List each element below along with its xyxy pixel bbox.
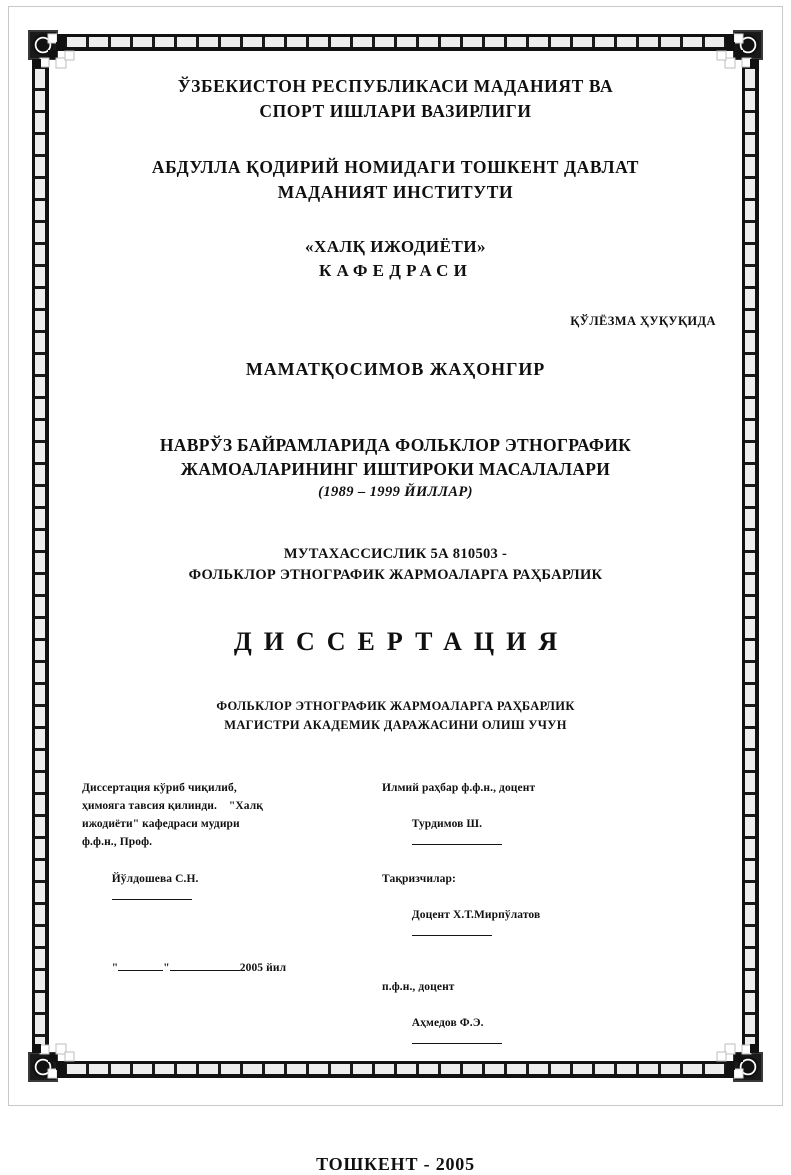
speciality-line-2: ФОЛЬКЛОР ЭТНОГРАФИК ЖАРМОАЛАРГА РАҲБАРЛИК [188, 566, 603, 583]
approval-reviewer-2-signature-line[interactable] [412, 1043, 502, 1044]
city-and-year: ТОШКЕНТ - 2005 [316, 1154, 475, 1175]
date-day-field[interactable] [118, 970, 163, 971]
approval-left-column [60, 779, 370, 1068]
manuscript-rights-note: ҚЎЛЁЗМА ҲУҚУҚИДА [570, 314, 716, 329]
thesis-title-line-1: НАВРЎЗ БАЙРАМЛАРИДА ФОЛЬКЛОР ЭТНОГРАФИК [159, 435, 632, 456]
speciality-line-1: МУТАХАССИСЛИК 5А 810503 - [283, 546, 508, 563]
frame-bar-right [742, 62, 759, 1050]
date-quote-close: " [163, 962, 170, 975]
approval-left-signer [82, 852, 370, 925]
approval-right-line-1: Илмий раҳбар ф.ф.н., доцент [382, 781, 536, 794]
document-type-heading: ДИССЕРТАЦИЯ [233, 627, 570, 657]
thesis-title [60, 434, 731, 482]
ministry-line-1: ЎЗБЕКИСТОН РЕСПУБЛИКАСИ МАДАНИЯТ ВА [177, 76, 614, 96]
approval-reviewer-1-signer [382, 888, 682, 961]
department-word: КАФЕДРАСИ [318, 261, 473, 281]
institute-heading [60, 155, 731, 205]
approval-left-spacer [82, 924, 370, 941]
approval-reviewers-label: Тақризчилар: [382, 872, 456, 885]
thesis-year-range: (1989 – 1999 ЙИЛЛАР) [318, 484, 473, 501]
approval-reviewer-2-title: п.ф.н., доцент [382, 980, 455, 993]
degree-line-2: МАГИСТРИ АКАДЕМИК ДАРАЖАСИНИ ОЛИШ УЧУН [224, 718, 567, 733]
approval-left-line-3: ижодиёти" кафедраси мудири [82, 818, 240, 831]
approval-left-line-2: ҳимояга тавсия қилинди. "Халқ [82, 800, 263, 813]
approval-reviewer-2-name: Аҳмедов Ф.Э. [411, 1016, 484, 1029]
institute-line-1: АБДУЛЛА ҚОДИРИЙ НОМИДАГИ ТОШКЕНТ ДАВЛАТ [151, 156, 640, 177]
institute-line-2: МАДАНИЯТ ИНСТИТУТИ [277, 181, 514, 202]
date-year-label: 2005 йил [239, 962, 287, 975]
frame-bar-left [32, 62, 49, 1050]
title-page-content [60, 60, 731, 1175]
degree-statement [60, 697, 731, 735]
department-name: «ХАЛҚ ИЖОДИЁТИ» [304, 237, 487, 257]
approval-left-line-1: Диссертация кўриб чиқилиб, [82, 781, 237, 794]
thesis-title-line-2: ЖАМОАЛАРИНИНГ ИШТИРОКИ МАСАЛАЛАРИ [180, 459, 611, 480]
date-month-field[interactable] [170, 970, 240, 971]
approval-signature-block [60, 779, 731, 1068]
approval-right-spacer [382, 961, 682, 978]
approval-right-column [370, 779, 682, 1068]
approval-supervisor-name: Турдимов Ш. [411, 818, 483, 831]
ministry-heading [60, 74, 731, 124]
frame-bar-top [60, 34, 731, 51]
degree-line-1: ФОЛЬКЛОР ЭТНОГРАФИК ЖАРМОАЛАРГА РАҲБАРЛИК [216, 699, 575, 714]
date-quote-open: " [111, 962, 119, 975]
approval-supervisor-signature-line[interactable] [412, 844, 502, 845]
approval-left-date-line [82, 941, 370, 995]
approval-left-line-4: ф.ф.н., Проф. [82, 836, 153, 849]
approval-reviewer-2-signer [382, 996, 682, 1069]
approval-reviewer-1-signature-line[interactable] [412, 935, 492, 936]
approval-supervisor-signer [382, 797, 682, 870]
ministry-line-2: СПОРТ ИШЛАРИ ВАЗИРЛИГИ [259, 100, 532, 121]
approval-left-signer-name: Йўлдошева С.Н. [111, 872, 199, 885]
approval-left-signature-line[interactable] [112, 899, 192, 900]
speciality-code [60, 544, 731, 585]
author-name: МАМАТҚОСИМОВ ЖАҲОНГИР [245, 359, 546, 380]
approval-reviewer-1-name: Доцент Х.Т.Мирпўлатов [411, 909, 541, 922]
